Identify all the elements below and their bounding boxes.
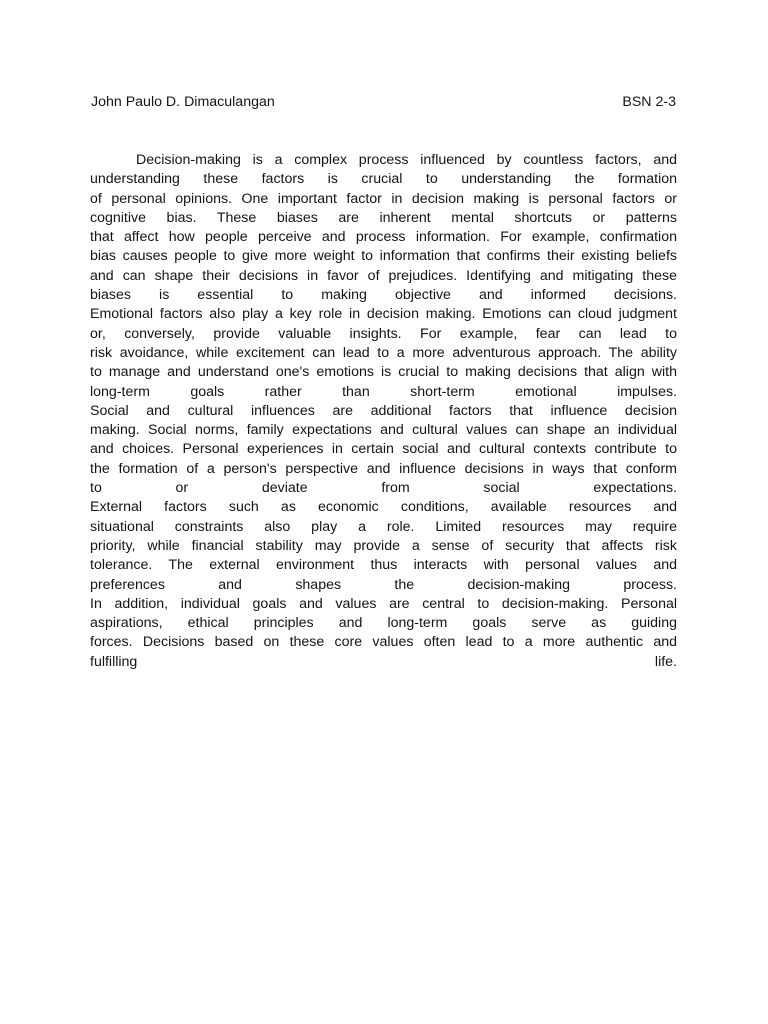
essay-line: and choices. Personal experiences in certain social and cultural contexts contribute to — [90, 441, 677, 458]
essay-line: or, conversely, provide valuable insights. For example, fear can lead to — [90, 325, 677, 342]
essay-line: risk avoidance, while excitement can lead to a more adventurous approach. The ability — [90, 344, 677, 361]
essay-line: priority, while financial stability may provide a sense of security that affects risk — [90, 537, 677, 554]
essay-line: understanding these factors is crucial to understanding the formation — [90, 171, 677, 188]
essay-line: aspirations, ethical principles and long-term goals serve as guiding — [90, 615, 677, 632]
essay-line: Emotional factors also play a key role in decision making. Emotions can cloud judgment — [90, 306, 677, 323]
essay-line: biases is essential to making objective and informed decisions. — [90, 287, 677, 304]
essay-line: situational constraints also play a role. Limited resources may require — [90, 518, 677, 535]
essay-line: forces. Decisions based on these core values often lead to a more authentic and — [90, 634, 677, 651]
essay-line: In addition, individual goals and values are central to decision-making. Personal — [90, 595, 677, 612]
essay-line: Decision-making is a complex process influenced by countless factors, and — [136, 152, 677, 168]
essay-line: bias causes people to give more weight to information that confirms their existing beliefs — [90, 248, 677, 265]
essay-line: tolerance. The external environment thus interacts with personal values and — [90, 557, 677, 574]
essay-line: to or deviate from social expectations. — [90, 480, 677, 497]
document-header — [91, 92, 676, 112]
essay-line: External factors such as economic conditions, available resources and — [90, 499, 677, 516]
essay-line: and can shape their decisions in favor of prejudices. Identifying and mitigating these — [90, 267, 677, 284]
essay-line: Social and cultural influences are additional factors that influence decision — [90, 402, 677, 419]
essay-line: preferences and shapes the decision-making process. — [90, 576, 677, 593]
author-name: John Paulo D. Dimaculangan — [91, 94, 275, 110]
class-section: BSN 2-3 — [622, 94, 676, 110]
essay-line: that affect how people perceive and process information. For example, confirmation — [90, 229, 677, 246]
essay-line: long-term goals rather than short-term emotional impulses. — [90, 383, 677, 400]
essay-line: fulfilling life. — [90, 653, 677, 670]
essay-line: the formation of a person's perspective and influence decisions in ways that conform — [90, 460, 677, 477]
essay-line: making. Social norms, family expectations and cultural values can shape an individual — [90, 422, 677, 439]
essay-line: of personal opinions. One important factor in decision making is personal factors or — [90, 190, 677, 207]
essay-line: cognitive bias. These biases are inherent mental shortcuts or patterns — [90, 209, 677, 226]
essay-body — [90, 151, 677, 672]
essay-line: to manage and understand one's emotions is crucial to making decisions that align with — [90, 364, 677, 381]
